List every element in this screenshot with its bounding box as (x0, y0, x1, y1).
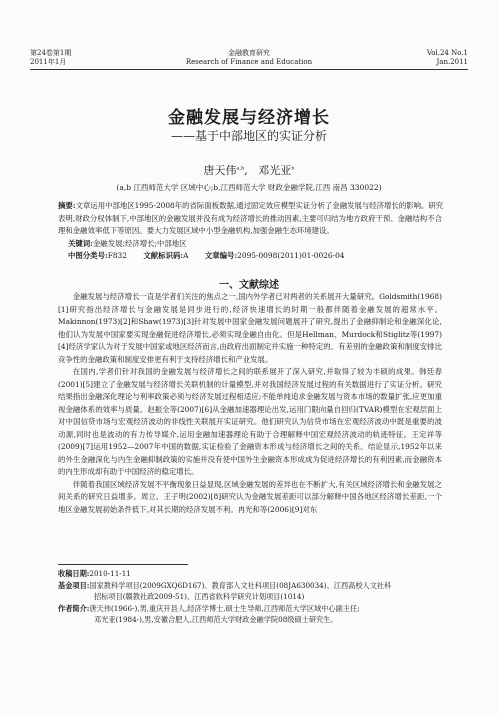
doccode-value: A (183, 251, 189, 260)
body-paragraph-2: 在国内,学者们针对我国的金融发展与经济增长之间的联系展开了深入研究,并取得了较为丰硕的成果。韩廷春(2001)[5]建立了金融发展与经济增长关联机制的计量模型,并对我国经济发展过程的有关数据进行了实证分析。研究结果指出金融深化理论与利率政策必须与经济发展过程相适应;不能单纯追求金融发展与资本市场的数量扩张,应更加重视金融体系的效率与质量。赵振全等(2007)[6]从金融加速器理论出发,运用门限向量自回归(TVAR)模型在宏观层面上对中国信贷市场与宏观经济波动的非线性关联展开实证研究。他们研究认为信贷市场在宏观经济波动中既是重要的波动源,同时也是波动的有力传导媒介,运用金融加速器理论有助于合理解释中国宏观经济波动的轨迹特征。王定祥等(2009)[7]运用1952—2007年中国的数据,实证检验了金融资本形成与经济增长之间的关系。结论显示,1952年以来的外生金融深化与内生金融抑制政策的实施并没有使中国外生金融资本形成成为促进经济增长的有利因素,而金融资本的内生形成却有助于中国经济的稳定增长。 (58, 367, 442, 476)
author-2: 邓光亚 (258, 164, 292, 177)
article-no-label: 文章编号: (204, 251, 238, 260)
classification-line (58, 250, 445, 263)
received-line (58, 568, 445, 580)
header-journal-cn: 金融教育研究 (228, 49, 270, 57)
header-date-cn: 2011年1月 (30, 58, 67, 66)
header-volume-cn: 第24卷第1期 (30, 49, 72, 57)
affiliation: (a,b 江西师范大学 区域中心;b,江西师范大学 财政金融学院,江西 南昌 330022) (116, 183, 382, 192)
keywords (58, 238, 445, 251)
fund-text-2: 招标项目(赣教社政2009-51)、江西省软科学研究计划项目(1014) (94, 592, 305, 601)
body-paragraph-1: 金融发展与经济增长一直是学者们关注的焦点之一,国内外学者已对两者的关系展开大量研究。Goldsmith(1968)[1]研究指出经济增长与金融发展是同步进行的,经济快速增长的时期一般都伴随着金融发展的超常水平。Makinnon(1973)[2]和Shaw(1973)[3]针对发展中国家金融发展问题展开了研究,提出了金融抑制论和金融深化论,他们认为发展中国家要实现金融促进经济增长,必须实现金融自由化。但是Hellman、Murdock和Stiglitz等(1997)[4]经济学家认为对于发展中国家或地区经济而言,由政府出面制定并实施一种特定的、有差别的金融政策和制度安排比竞争性的金融政策和制度安排更有利于支持经济增长和产业发展。 (58, 292, 442, 364)
received-date: 2010-11-11 (89, 569, 131, 578)
abstract-block (58, 200, 445, 263)
doccode-label: 文献标识码: (143, 251, 184, 260)
author-bio-line (58, 603, 445, 615)
received-label: 收稿日期: (58, 569, 90, 578)
header-volume-en: Vol.24 No.1 (426, 49, 468, 57)
author-2-sup: b (291, 165, 295, 172)
paper-title: 金融发展与经济增长 (168, 108, 330, 128)
abstract-text: 文章运用中部地区1995-2008年的省际面板数据,通过固定效应模型实证分析了金融发展与经济增长的影响。研究表明,财政分权体制下,中部地区的金融发展并没有成为经济增长的推动因素,主要可归结为地方政府干预、金融结构不合理和金融效率低下等原因。要大力发展区域中小型金融机构,加强金融生态环境建设。 (58, 201, 444, 235)
body-paragraph-3: 伴随着我国区域经济发展不平衡现象日益显现,区域金融发展的差异也在不断扩大,有关区域经济增长和金融发展之间关系的研究日益增多。周立、王子明(2002)[8]研究认为金融发展差距可以部分解释中国各地区经济增长差距,一个地区金融发展初始条件低下,对其长期的经济发展不利。冉光和等(2006)[9]对东 (58, 479, 442, 514)
abstract (58, 200, 445, 238)
fund-text-1: 国家教科学项目(2009GXQ6D167)、教育部人文社科项目(08JA630034)、江西高校人文社科 (89, 580, 392, 590)
paper-subtitle: ——基于中部地区的实证分析 (170, 129, 327, 143)
author-1-sup: a,b (236, 165, 245, 172)
footnote-rule (58, 564, 188, 565)
fund-line (58, 580, 445, 592)
clc-value: F832 (107, 251, 127, 260)
header-journal-en: Research of Finance and Education (185, 58, 313, 66)
author-line: 唐天伟$^{a,b}$, 邓光亚$^b$ (203, 164, 295, 177)
section-heading: 一、文献综述 (219, 280, 279, 291)
fund-label: 基金项目: (58, 580, 90, 590)
article-no-value: 2095-0098(2011)01-0026-04 (237, 251, 345, 260)
header-date-en: Jan.2011 (436, 58, 468, 66)
abstract-label: 摘要: (58, 201, 76, 210)
clc-label: 中图分类号: (68, 251, 108, 260)
author-1: 唐天伟 (203, 164, 237, 177)
body-text (58, 291, 442, 516)
author-bio-label: 作者简介: (58, 603, 90, 613)
author-bio-1: 唐天伟(1966-),男,重庆开县人,经济学博士,硕士生导师,江西师范大学区域中心副主任; (89, 603, 360, 613)
header-rule (30, 69, 468, 70)
keywords-text: 金融发展;经济增长;中部地区 (92, 238, 187, 248)
footnotes (58, 568, 445, 626)
keywords-label: 关键词: (68, 238, 93, 248)
author-bio-2: 邓光亚(1984-),男,安徽合肥人,江西师范大学财政金融学院08级硕士研究生。 (94, 615, 338, 624)
